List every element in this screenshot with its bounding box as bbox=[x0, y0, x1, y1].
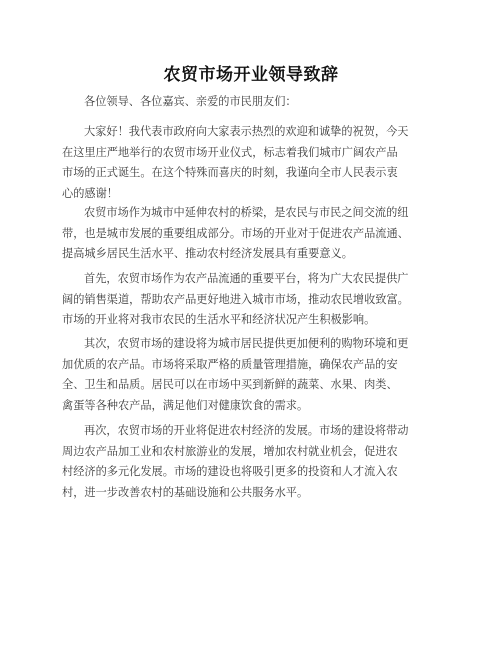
paragraph-line: 市场的开业将对我市农民的生活水平和经济状况产生积极影响。 bbox=[62, 313, 376, 326]
paragraph-line: 禽蛋等各种农产品，满足他们对健康饮食的需求。 bbox=[62, 398, 309, 412]
paragraph-line: 阔的销售渠道，帮助农产品更好地进入城市市场，推动农民增收致富。 bbox=[62, 292, 409, 306]
paragraph-line: 首先，农贸市场作为农产品流通的重要平台，将为广大农民提供广 bbox=[84, 272, 409, 285]
paragraph-line: 再次，农贸市场的开业将促进农村经济的发展。市场的建设将带动 bbox=[84, 424, 409, 437]
paragraph-line: 在这里庄严地举行的农贸市场开业仪式，标志着我们城市广阔农产品 bbox=[62, 145, 398, 159]
paragraph-line: 加优质的农产品。市场将采取严格的质量管理措施，确保农产品的安 bbox=[62, 357, 398, 371]
paragraph-4 bbox=[62, 334, 462, 416]
greeting bbox=[62, 92, 462, 113]
paragraph-line: 村，进一步改善农村的基础设施和公共服务水平。 bbox=[62, 485, 309, 499]
paragraph-line: 心的感谢！ bbox=[62, 186, 118, 200]
paragraph-line: 带，也是城市发展的重要组成部分。市场的开业对于促进农产品流通、 bbox=[62, 226, 409, 240]
paragraph-5 bbox=[62, 421, 462, 503]
paragraph-1 bbox=[62, 122, 462, 204]
paragraph-line: 农贸市场作为城市中延伸农村的桥梁，是农民与市民之间交流的纽 bbox=[84, 206, 409, 219]
paragraph-line: 全、卫生和品质。居民可以在市场中买到新鲜的蔬菜、水果、肉类、 bbox=[62, 378, 398, 391]
document-title: 农贸市场开业领导致辞 bbox=[163, 65, 339, 85]
greeting-line: 各位领导、各位嘉宾、亲爱的市民朋友们： bbox=[84, 95, 297, 108]
paragraph-line: 周边农产品加工业和农村旅游业的发展，增加农村就业机会，促进农 bbox=[62, 444, 398, 458]
paragraph-line: 村经济的多元化发展。市场的建设也将吸引更多的投资和人才流入农 bbox=[62, 465, 398, 478]
paragraph-line: 大家好！我代表市政府向大家表示热烈的欢迎和诚挚的祝贺，今天 bbox=[84, 125, 409, 138]
paragraph-line: 提高城乡居民生活水平、推动农村经济发展具有重要意义。 bbox=[62, 247, 353, 260]
paragraph-line: 其次，农贸市场的建设将为城市居民提供更加便利的购物环境和更 bbox=[84, 337, 409, 350]
paragraph-line: 市场的正式诞生。在这个特殊而喜庆的时刻，我谨向全市人民表示衷 bbox=[62, 166, 398, 179]
paragraph-3 bbox=[62, 269, 462, 331]
paragraph-2 bbox=[62, 203, 462, 265]
